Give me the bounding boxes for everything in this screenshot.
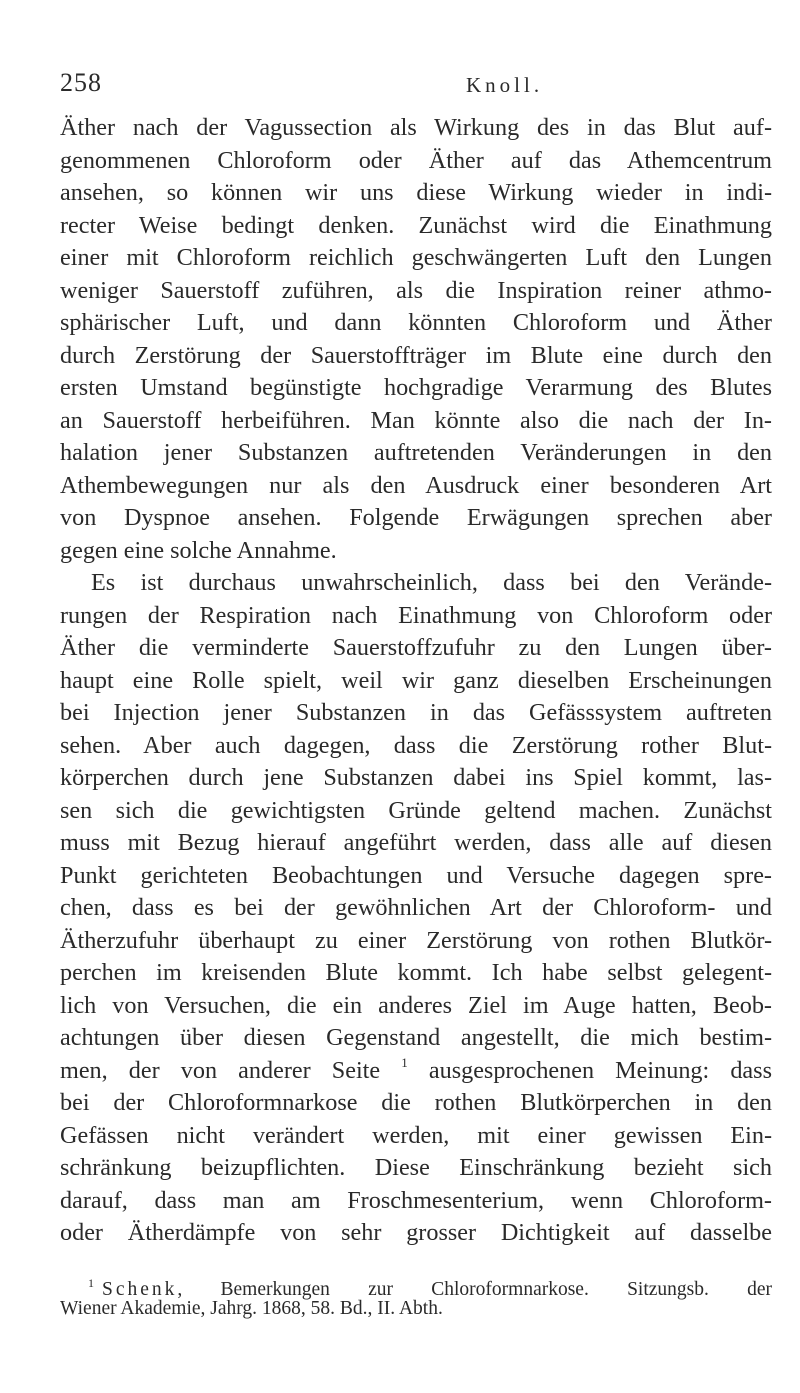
text-line: genommenen Chloroform oder Äther auf das Athemcentrum (60, 146, 772, 174)
text-line: bei Injection jener Substanzen in das Gefässsystem auftreten (60, 699, 772, 726)
text-line: perchen im kreisenden Blute kommt. Ich habe selbst gelegent- (60, 959, 772, 986)
text-line: achtungen über diesen Gegenstand angestellt, die mich bestim- (60, 1024, 772, 1051)
text-line: Äther die verminderte Sauerstoffzufuhr zu den Lungen über- (60, 634, 772, 661)
paragraph-1 (60, 112, 772, 567)
footnote-line: Wiener Akademie, Jahrg. 1868, 58. Bd., II. Abth. (60, 1297, 443, 1319)
text-line: oder Ätherdämpfe von sehr grosser Dichtigkeit auf dasselbe (60, 1219, 772, 1246)
text-line: lich von Versuchen, die ein anderes Ziel im Auge hatten, Beob- (60, 991, 772, 1019)
footnote-text: , Bemerkungen zur Chloroformnarkose. Sitzungsb. der (177, 1278, 772, 1300)
text-line: Punkt gerichteten Beobachtungen und Versuche dagegen spre- (60, 861, 772, 889)
text-line: an Sauerstoff herbeiführen. Man könnte also die nach der In- (60, 406, 772, 434)
text-line: muss mit Bezug hierauf angeführt werden, dass alle auf diesen (60, 829, 772, 856)
page-number: 258 (60, 68, 102, 97)
text-line: Äther nach der Vagussection als Wirkung des in das Blut auf- (60, 114, 772, 141)
text-line: weniger Sauerstoff zuführen, als die Inspiration reiner athmo- (60, 276, 772, 304)
text-line: gegen eine solche Annahme. (60, 536, 337, 564)
paragraph-2 (60, 567, 772, 1250)
running-head (60, 68, 772, 112)
text-line: darauf, dass man am Froschmesenterium, wenn Chloroform- (60, 1186, 772, 1214)
text-line: halation jener Substanzen auftretenden Veränderungen in den (60, 439, 772, 466)
footnote-line (60, 1270, 772, 1300)
text-line: durch Zerstörung der Sauerstoffträger im Blute eine durch den (60, 341, 772, 369)
text-line: Athembewegungen nur als den Ausdruck einer besonderen Art (60, 471, 772, 499)
text-fragment: ausgesprochenen Meinung: dass (428, 1056, 772, 1084)
text-line: Es ist durchaus unwahrscheinlich, dass bei den Verände- (91, 569, 772, 596)
text-line: ersten Umstand begünstigte hochgradige Verarmung des Blutes (60, 374, 772, 401)
text-line: haupt eine Rolle spielt, weil wir ganz dieselben Erscheinungen (60, 666, 772, 694)
text-line: Ätherzufuhr überhaupt zu einer Zerstörung von rothen Blutkör- (60, 926, 772, 954)
text-line-with-footnote-ref (60, 1055, 772, 1088)
text-line: sehen. Aber auch dagegen, dass die Zerstörung rother Blut- (60, 731, 772, 759)
text-line: bei der Chloroformnarkose die rothen Blutkörperchen in den (60, 1089, 772, 1116)
text-line: chen, dass es bei der gewöhnlichen Art der Chloroform- und (60, 894, 772, 921)
running-head-author: Knoll. (466, 73, 544, 97)
footnote (60, 1270, 772, 1322)
book-page (60, 68, 772, 1322)
text-line: von Dyspnoe ansehen. Folgende Erwägungen sprechen aber (60, 504, 772, 531)
text-line: sphärischer Luft, und dann könnten Chloroform und Äther (60, 309, 772, 336)
footnote-reference: 1 (401, 1054, 408, 1070)
text-line: schränkung beizupflichten. Diese Einschränkung bezieht sich (60, 1154, 772, 1181)
text-line: körperchen durch jene Substanzen dabei ins Spiel kommt, las- (60, 764, 772, 791)
text-line: ansehen, so können wir uns diese Wirkung wieder in indi- (60, 179, 772, 206)
text-fragment: men, der von anderer Seite (60, 1056, 381, 1084)
text-line: sen sich die gewichtigsten Gründe geltend machen. Zunächst (60, 796, 772, 824)
footnote-author: Schenk (102, 1278, 178, 1300)
text-line: einer mit Chloroform reichlich geschwängerten Luft den Lungen (60, 244, 772, 271)
text-line: Gefässen nicht verändert werden, mit einer gewissen Ein- (60, 1121, 772, 1149)
footnote-mark: 1 (88, 1275, 94, 1290)
text-line: recter Weise bedingt denken. Zunächst wird die Einathmung (60, 211, 772, 239)
text-line: rungen der Respiration nach Einathmung von Chloroform oder (60, 601, 772, 629)
